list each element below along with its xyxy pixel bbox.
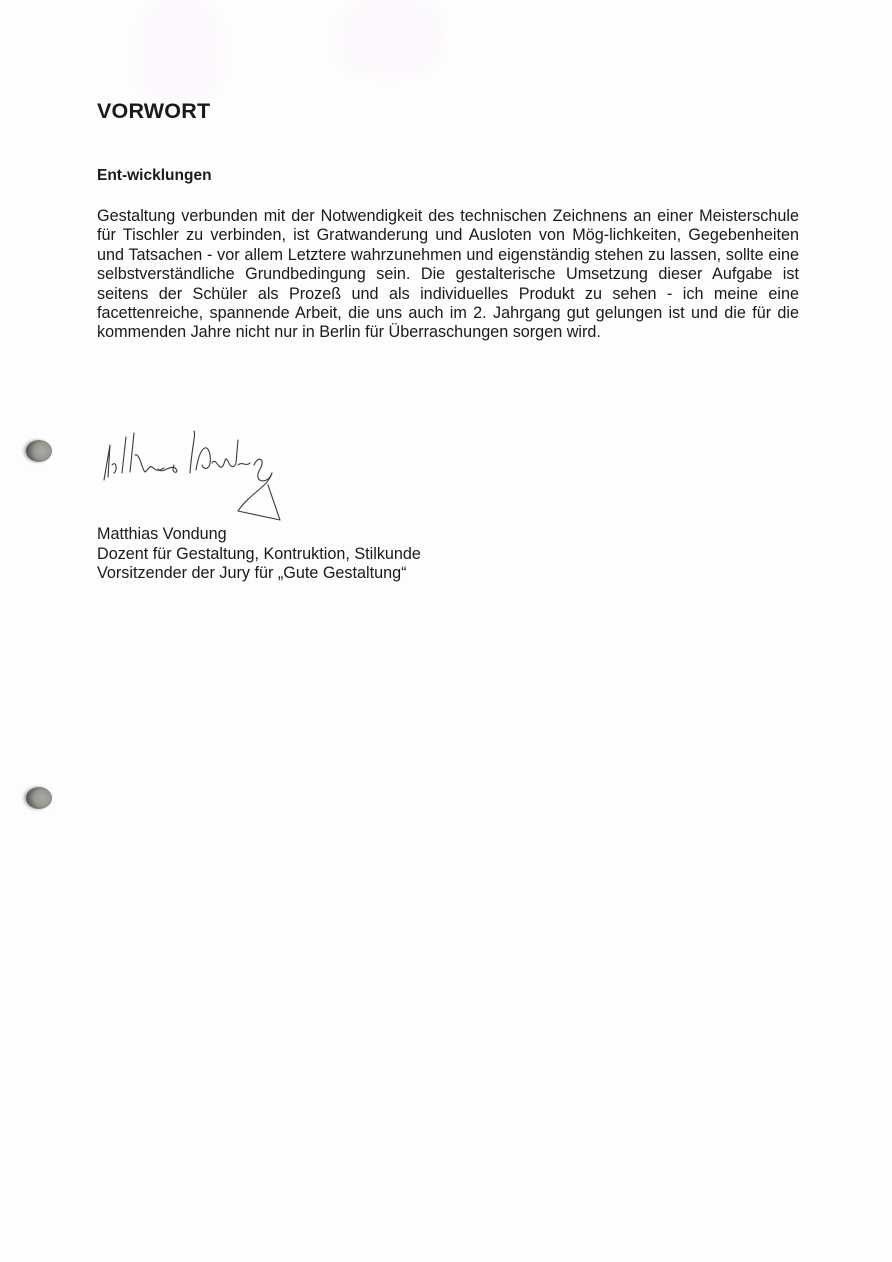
signature-block	[97, 525, 421, 584]
body-paragraph: Gestaltung verbunden mit der Notwendigkeit des technischen Zeichnens an einer Meisterschule für Tischler zu verbinden, ist Gratwanderung und Ausloten von Mög-lichkeiten, Gegebenheiten und Tatsachen - vor allem Letztere wahrzunehmen und eigenständig stehen zu lassen, sollte eine selbstverständliche Grundbedingung sein. Die gestalterische Umsetzung dieser Aufgabe ist seitens der Schüler als Prozeß und als individuelles Produkt zu sehen - ich meine eine facettenreiche, spannende Arbeit, die uns auch im 2. Jahrgang gut gelungen ist und die für die kommenden Jahre nicht nur in Berlin für Überraschungen sorgen wird.	[97, 207, 799, 342]
punch-hole-icon	[26, 787, 52, 809]
author-role: Dozent für Gestaltung, Kontruktion, Stilkunde	[97, 544, 421, 563]
author-jury-role: Vorsitzender der Jury für „Gute Gestaltung“	[97, 564, 407, 582]
paper-showthrough	[140, 0, 220, 100]
page-title: VORWORT	[97, 99, 211, 123]
paper-showthrough	[340, 0, 440, 75]
author-name: Matthias Vondung	[97, 525, 227, 543]
punch-hole-icon	[26, 440, 52, 462]
section-heading: Ent-wicklungen	[97, 167, 212, 184]
handwritten-signature	[100, 425, 300, 525]
